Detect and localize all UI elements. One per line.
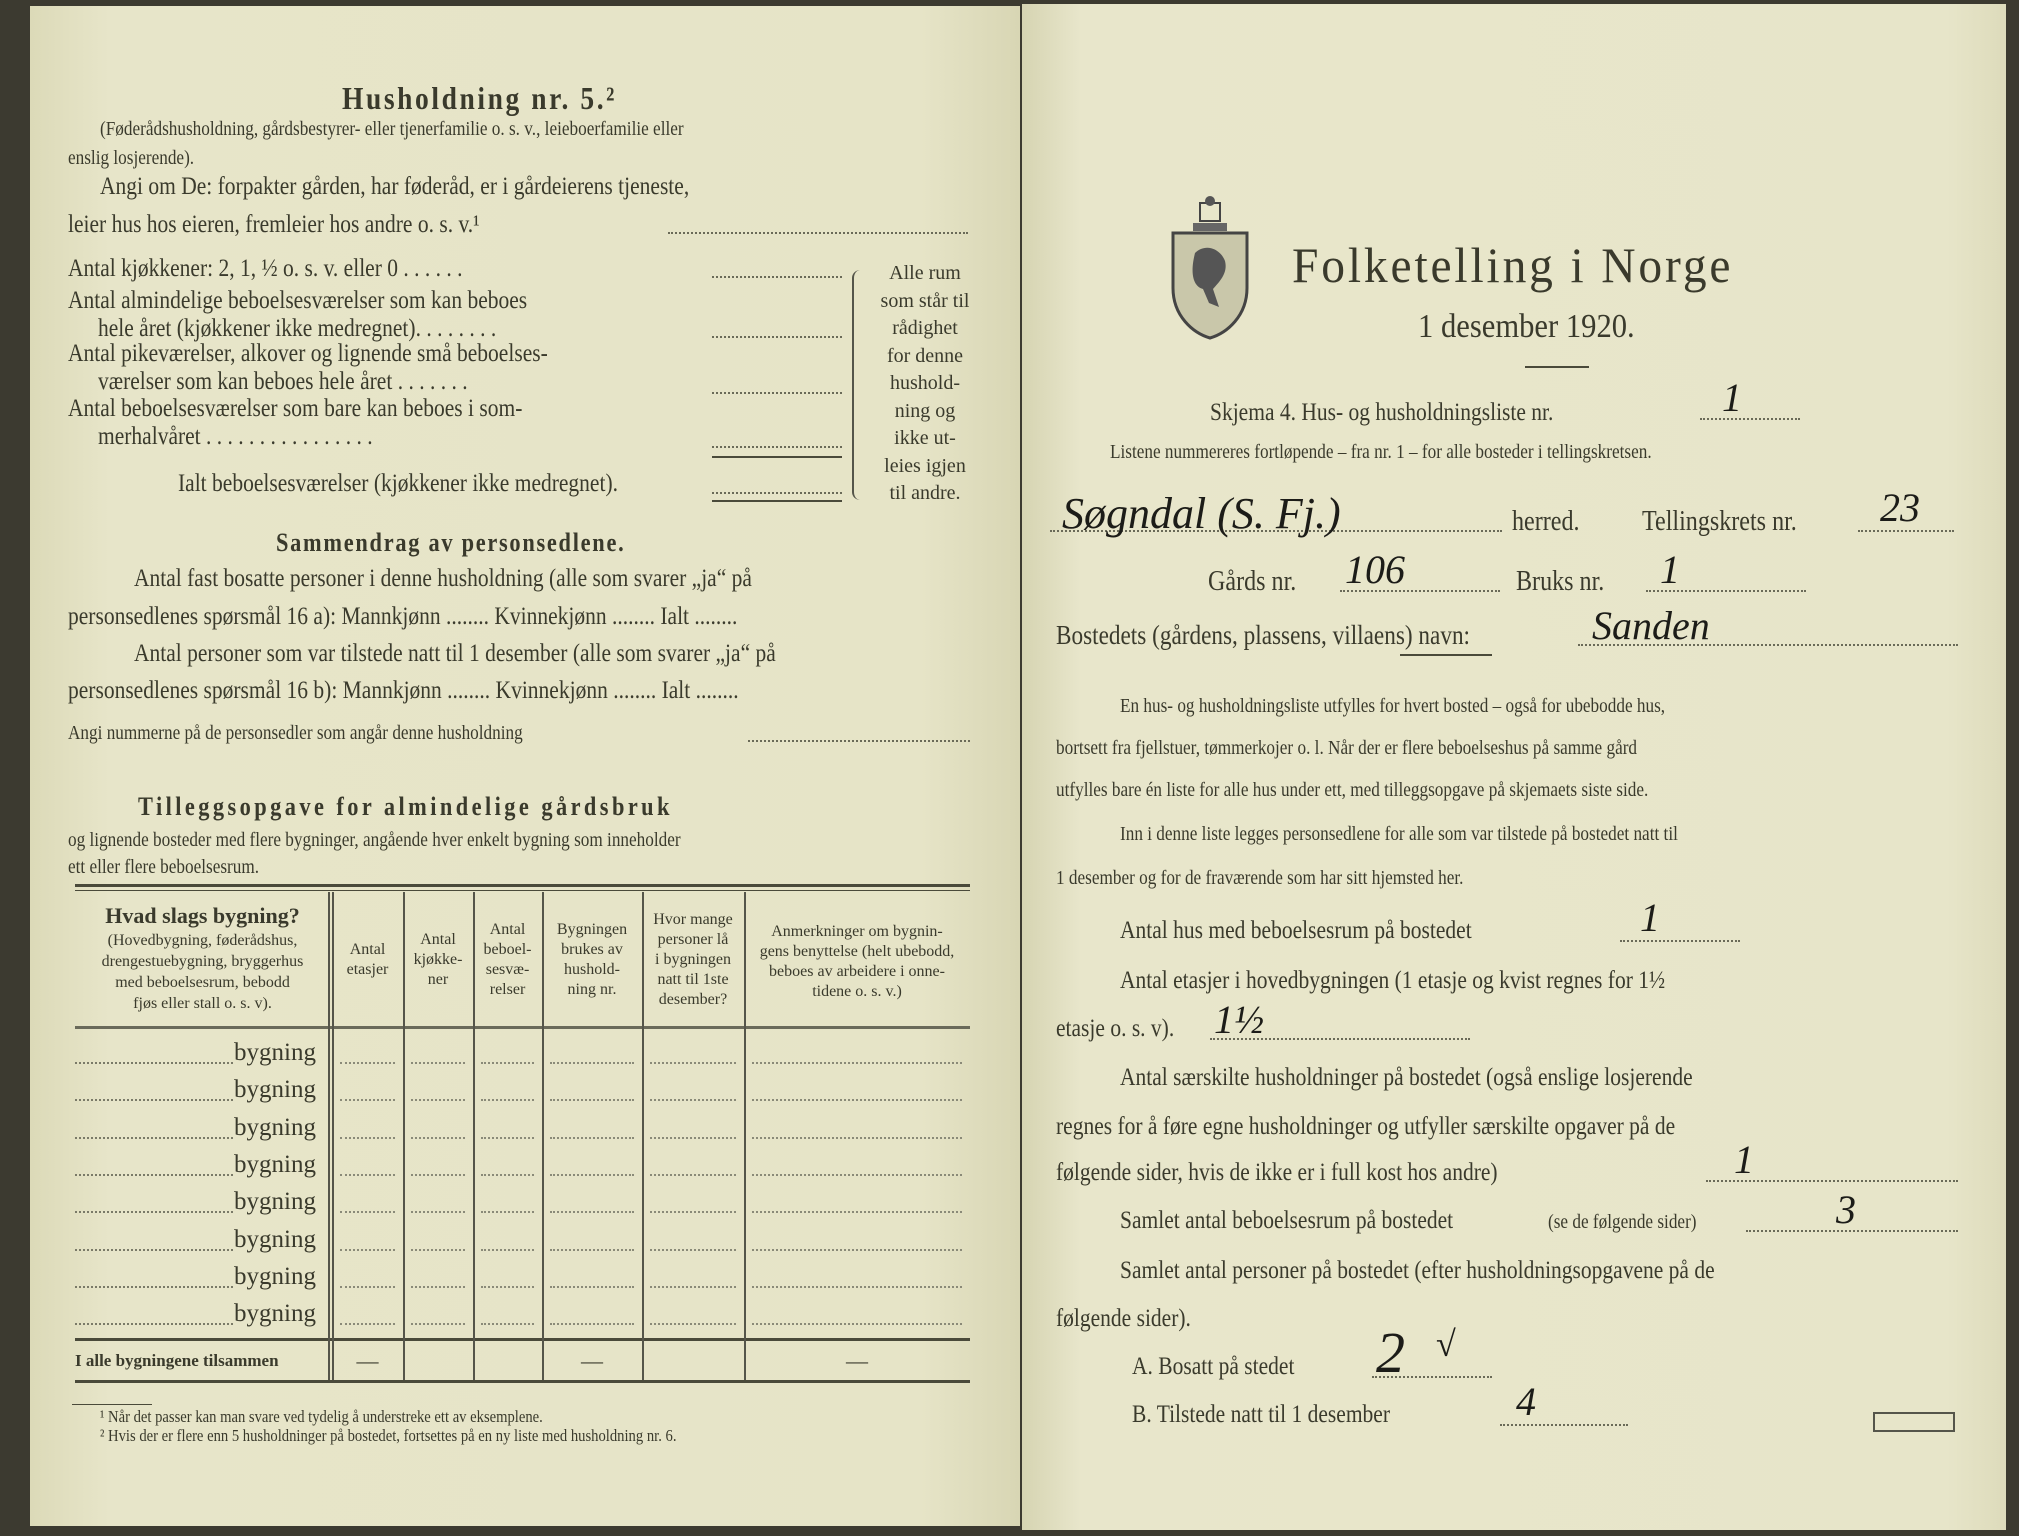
table-cell-field[interactable]: [650, 1286, 736, 1288]
row-label: bygning: [234, 1225, 316, 1253]
summary-line: Angi nummerne på de personsedler som angår denne husholdning: [68, 722, 523, 744]
table-cell-field[interactable]: [752, 1211, 962, 1213]
table-cell-field[interactable]: [481, 1062, 534, 1064]
a-bosatt-handwritten: 2: [1376, 1320, 1405, 1385]
summary-line: Antal fast bosatte personer i denne husholdning (alle som svarer „ja“ på: [134, 565, 752, 592]
column-header-line: ning nr.: [567, 981, 617, 998]
q-pers-label: følgende sider).: [1056, 1305, 1191, 1332]
gards-label: Gårds nr.: [1208, 566, 1297, 597]
table-bottom-rule: [75, 1380, 970, 1383]
table-cell-field[interactable]: [550, 1099, 634, 1101]
column-header: [746, 922, 968, 1002]
table-cell-field[interactable]: [650, 1099, 736, 1101]
building-name-field[interactable]: [75, 1286, 233, 1288]
table-cell-field[interactable]: [411, 1099, 465, 1101]
krets-label: Tellingskrets nr.: [1642, 506, 1797, 537]
column-header-line: relser: [489, 981, 526, 998]
printer-stamp: [1873, 1412, 1955, 1432]
table-cell-field[interactable]: [550, 1323, 634, 1325]
table-cell-field[interactable]: [752, 1099, 962, 1101]
q-etasjer-label: Antal etasjer i hovedbygningen (1 etasje og kvist regnes for 1½: [1120, 967, 1666, 994]
gards-handwritten: 106: [1345, 547, 1405, 592]
column-header-line: gens benyttelse (helt ubebodd,: [759, 943, 955, 960]
table-cell-field[interactable]: [340, 1211, 395, 1213]
table-top-rule: [75, 884, 970, 887]
q-hush-label: følgende sider, hvis de ikke er i full kost hos andre): [1056, 1159, 1498, 1186]
table-cell-field[interactable]: [411, 1137, 465, 1139]
table-cell-field[interactable]: [550, 1174, 634, 1176]
table-cell-field[interactable]: [550, 1137, 634, 1139]
bracket-note-line: som står til: [880, 289, 970, 312]
column-header-line: Antal: [349, 941, 386, 958]
supplement-title: Tilleggsopgave for almindelige gårdsbruk: [138, 792, 673, 821]
herred-handwritten: Søgndal (S. Fj.): [1062, 489, 1341, 538]
census-date: 1 desember 1920.: [1418, 308, 1635, 345]
column-header: [544, 920, 640, 1000]
q-rum-note: (se de følgende sider): [1548, 1211, 1697, 1233]
b-tilstede-label: B. Tilstede natt til 1 desember: [1132, 1401, 1390, 1428]
row-label: bygning: [234, 1113, 316, 1141]
rooms-line: Antal pikeværelser, alkover og lignende små beboelses-: [68, 340, 548, 367]
table-cell-field[interactable]: [550, 1211, 634, 1213]
norway-coat-of-arms: [1165, 193, 1255, 348]
header-subtext: med beboelsesrum, bebodd: [115, 974, 290, 991]
bracket-note-line: ikke ut-: [894, 427, 956, 449]
table-cell-field[interactable]: [411, 1211, 465, 1213]
q-etasjer-label: etasje o. s. v).: [1056, 1015, 1175, 1042]
table-cell-field[interactable]: [340, 1323, 395, 1325]
row-label: bygning: [234, 1262, 316, 1290]
q-hush-label: Antal særskilte husholdninger på bostedet (også enslige losjerende: [1120, 1064, 1693, 1091]
q-rum-label: Samlet antal beboelsesrum på bostedet: [1120, 1207, 1454, 1234]
rooms-line: værelser som kan beboes hele året . . . . . . .: [98, 368, 468, 395]
rooms-line: merhalvåret . . . . . . . . . . . . . . . .: [98, 423, 373, 450]
column-header-line: Bygningen: [556, 921, 628, 938]
herred-label: herred.: [1512, 506, 1580, 537]
table-cell-field[interactable]: [481, 1174, 534, 1176]
total-dash: —: [846, 1348, 868, 1373]
q-hush-label: regnes for å føre egne husholdninger og utfyller særskilte opgaver på de: [1056, 1113, 1676, 1140]
bracket-note-line: hushold-: [890, 372, 960, 394]
building-name-field[interactable]: [75, 1062, 233, 1064]
table-cell-field[interactable]: [752, 1062, 962, 1064]
column-header-line: Anmerkninger om bygnin-: [771, 923, 943, 940]
table-cell-field[interactable]: [340, 1249, 395, 1251]
header-subtext: drengestuebygning, bryggerhus: [101, 953, 304, 970]
building-name-field[interactable]: [75, 1137, 233, 1139]
q-rum-handwritten: 3: [1836, 1187, 1856, 1232]
column-header-line: desember?: [658, 991, 728, 1008]
column-header-line: brukes av: [561, 941, 623, 958]
column-header-line: i bygningen: [655, 951, 731, 968]
listene-note: Listene nummereres fortløpende – fra nr. 1 – for alle bosteder i tellingskretsen.: [1110, 441, 1652, 463]
a-bosatt-label: A. Bosatt på stedet: [1132, 1353, 1295, 1380]
bracket-note: [870, 260, 980, 508]
table-cell-field[interactable]: [411, 1323, 465, 1325]
row-label: bygning: [234, 1150, 316, 1178]
column-header-line: Antal: [420, 931, 456, 948]
column-header-line: sesvæ-: [485, 961, 530, 978]
building-name-field[interactable]: [75, 1174, 233, 1176]
b-tilstede-handwritten: 4: [1516, 1379, 1536, 1424]
instructions-line: utfylles bare én liste for alle hus under ett, med tilleggsopgave på skjemaets siste side.: [1056, 779, 1649, 801]
table-cell-field[interactable]: [340, 1099, 395, 1101]
column-header: [405, 930, 471, 990]
bracket-note-line: leies igjen: [884, 454, 966, 477]
table-cell-field[interactable]: [481, 1099, 534, 1101]
checkmark-icon: √: [1436, 1324, 1456, 1364]
intro-line: (Føderådshusholdning, gårdsbestyrer- eller tjenerfamilie o. s. v., leieboerfamilie eller: [100, 118, 684, 140]
table-cell-field[interactable]: [550, 1062, 634, 1064]
q-etasjer-handwritten: 1½: [1214, 997, 1264, 1042]
footnote: ² Hvis der er flere enn 5 husholdninger på bostedet, fortsettes på en ny liste med husholdning nr. 6.: [100, 1426, 677, 1445]
instructions-line: bortsett fra fjellstuer, tømmerkojer o. l. Når der er flere beboelseshus på samme gård: [1056, 737, 1638, 759]
summary-line: personsedlenes spørsmål 16 b): Mannkjønn ........ Kvinnekjønn ........ Ialt ........: [68, 677, 739, 704]
skjema-label: Skjema 4. Hus- og husholdningsliste nr.: [1210, 399, 1554, 426]
brace: [852, 270, 860, 500]
column-header-line: Hvor mange: [653, 911, 733, 928]
column-header: [644, 910, 742, 1010]
row-label: bygning: [234, 1039, 316, 1066]
header-title: Hvad slags bygning?: [105, 903, 300, 928]
angi-line: Angi om De: forpakter gården, har føderåd, er i gårdeierens tjeneste,: [100, 173, 690, 200]
rows-bottom-rule: [75, 1338, 970, 1341]
summary-line: Antal personer som var tilstede natt til 1 desember (alle som svarer „ja“ på: [134, 640, 776, 667]
summary-title: Sammendrag av personsedlene.: [276, 528, 626, 557]
bracket-note-line: Alle rum: [889, 262, 961, 284]
summary-line: personsedlenes spørsmål 16 a): Mannkjønn ........ Kvinnekjønn ........ Ialt ........: [68, 603, 738, 630]
table-cell-field[interactable]: [752, 1137, 962, 1139]
rooms-line: Antal beboelsesværelser som bare kan beboes i som-: [68, 395, 523, 422]
census-title: Folketelling i Norge: [1292, 237, 1734, 293]
instructions-line: Inn i denne liste legges personsedlene for alle som var tilstede på bostedet natt til: [1120, 823, 1678, 845]
header-subtext: fjøs eller stall o. s. v).: [133, 995, 272, 1012]
header-building-type: [75, 905, 330, 1014]
q-hush-handwritten: 1: [1734, 1137, 1754, 1182]
q-pers-label: Samlet antal personer på bostedet (efter husholdningsopgavene på de: [1120, 1257, 1715, 1284]
header-rule: [75, 1026, 970, 1029]
bosted-label: Bostedets (gårdens, plassens, villaens) navn:: [1056, 620, 1471, 650]
column-header-line: Antal: [489, 921, 526, 938]
column-header-line: beboes av arbeidere i onne-: [769, 963, 945, 980]
rooms-line: hele året (kjøkkener ikke medregnet). . . . . . . .: [98, 315, 497, 342]
bracket-note-line: rådighet: [892, 317, 958, 339]
row-label: bygning: [234, 1300, 316, 1328]
q-hus-handwritten: 1: [1640, 895, 1660, 940]
table-cell-field[interactable]: [481, 1249, 534, 1251]
krets-handwritten: 23: [1880, 485, 1920, 530]
table-cell-field[interactable]: [340, 1174, 395, 1176]
table-cell-field[interactable]: [340, 1062, 395, 1064]
rooms-line: Antal almindelige beboelsesværelser som kan beboes: [68, 287, 528, 314]
rooms-line: Antal kjøkkener: 2, 1, ½ o. s. v. eller 0 . . . . . .: [68, 255, 463, 282]
building-name-field[interactable]: [75, 1099, 233, 1101]
instructions-line: 1 desember og for de fraværende som har sitt hjemsted her.: [1056, 867, 1464, 889]
table-cell-field[interactable]: [650, 1137, 736, 1139]
column-header-line: kjøkke-: [413, 951, 463, 968]
ialt-line: Ialt beboelsesværelser (kjøkkener ikke medregnet).: [178, 470, 618, 497]
table-cell-field[interactable]: [481, 1286, 534, 1288]
list-number-handwritten: 1: [1722, 375, 1742, 420]
household-title: Husholdning nr. 5.²: [342, 80, 617, 116]
column-header: [334, 940, 401, 980]
table-cell-field[interactable]: [411, 1174, 465, 1176]
table-cell-field[interactable]: [752, 1286, 962, 1288]
angi-line: leier hus hos eieren, fremleier hos andre o. s. v.¹: [68, 211, 480, 238]
building-name-field[interactable]: [75, 1249, 233, 1251]
building-name-field[interactable]: [75, 1323, 233, 1325]
column-header-line: personer lå: [657, 931, 729, 948]
column-header-line: etasjer: [346, 961, 389, 978]
header-subtext: (Hovedbygning, føderådshus,: [107, 932, 298, 949]
table-cell-field[interactable]: [650, 1249, 736, 1251]
building-name-field[interactable]: [75, 1211, 233, 1213]
row-label: bygning: [234, 1076, 316, 1104]
total-dash: —: [581, 1348, 603, 1373]
column-header-line: hushold-: [564, 961, 620, 978]
supplement-intro: og lignende bosteder med flere bygninger, angående hver enkelt bygning som inneholder: [68, 829, 681, 851]
table-cell-field[interactable]: [481, 1137, 534, 1139]
bruks-label: Bruks nr.: [1516, 566, 1605, 597]
table-cell-field[interactable]: [411, 1062, 465, 1064]
table-cell-field[interactable]: [650, 1323, 736, 1325]
bruks-handwritten: 1: [1660, 547, 1680, 592]
instructions-line: En hus- og husholdningsliste utfylles for hvert bosted – også for ubebodde hus,: [1120, 695, 1666, 717]
supplement-intro: ett eller flere beboelsesrum.: [68, 856, 260, 878]
table-cell-field[interactable]: [650, 1211, 736, 1213]
table-cell-field[interactable]: [752, 1323, 962, 1325]
bosted-handwritten: Sanden: [1592, 603, 1710, 648]
table-cell-field[interactable]: [550, 1286, 634, 1288]
column-header-line: tidene o. s. v.): [812, 983, 902, 1000]
table-cell-field[interactable]: [411, 1286, 465, 1288]
q-hus-label: Antal hus med beboelsesrum på bostedet: [1120, 917, 1472, 944]
footnote: ¹ Når det passer kan man svare ved tydelig å understreke ett av eksemplene.: [100, 1407, 543, 1426]
table-top-rule: [75, 890, 970, 891]
total-dash: —: [356, 1348, 379, 1373]
table-cell-field[interactable]: [340, 1286, 395, 1288]
column-header-line: beboel-: [483, 941, 532, 958]
table-cell-field[interactable]: [481, 1323, 534, 1325]
table-cell-field[interactable]: [752, 1249, 962, 1251]
bracket-note-line: for denne: [886, 344, 964, 367]
table-cell-field[interactable]: [752, 1174, 962, 1176]
table-cell-field[interactable]: [550, 1249, 634, 1251]
total-label: I alle bygningene tilsammen: [75, 1351, 279, 1370]
table-cell-field[interactable]: [650, 1062, 736, 1064]
table-cell-field[interactable]: [411, 1249, 465, 1251]
bracket-note-line: ning og: [894, 399, 956, 422]
table-cell-field[interactable]: [340, 1137, 395, 1139]
bracket-note-line: til andre.: [889, 482, 961, 504]
column-header: [475, 920, 540, 1000]
column-header-line: natt til 1ste: [657, 971, 729, 988]
column-header-line: ner: [427, 971, 449, 988]
table-cell-field[interactable]: [481, 1211, 534, 1213]
table-cell-field[interactable]: [650, 1174, 736, 1176]
intro-line: enslig losjerende).: [68, 147, 195, 169]
row-label: bygning: [234, 1188, 316, 1216]
